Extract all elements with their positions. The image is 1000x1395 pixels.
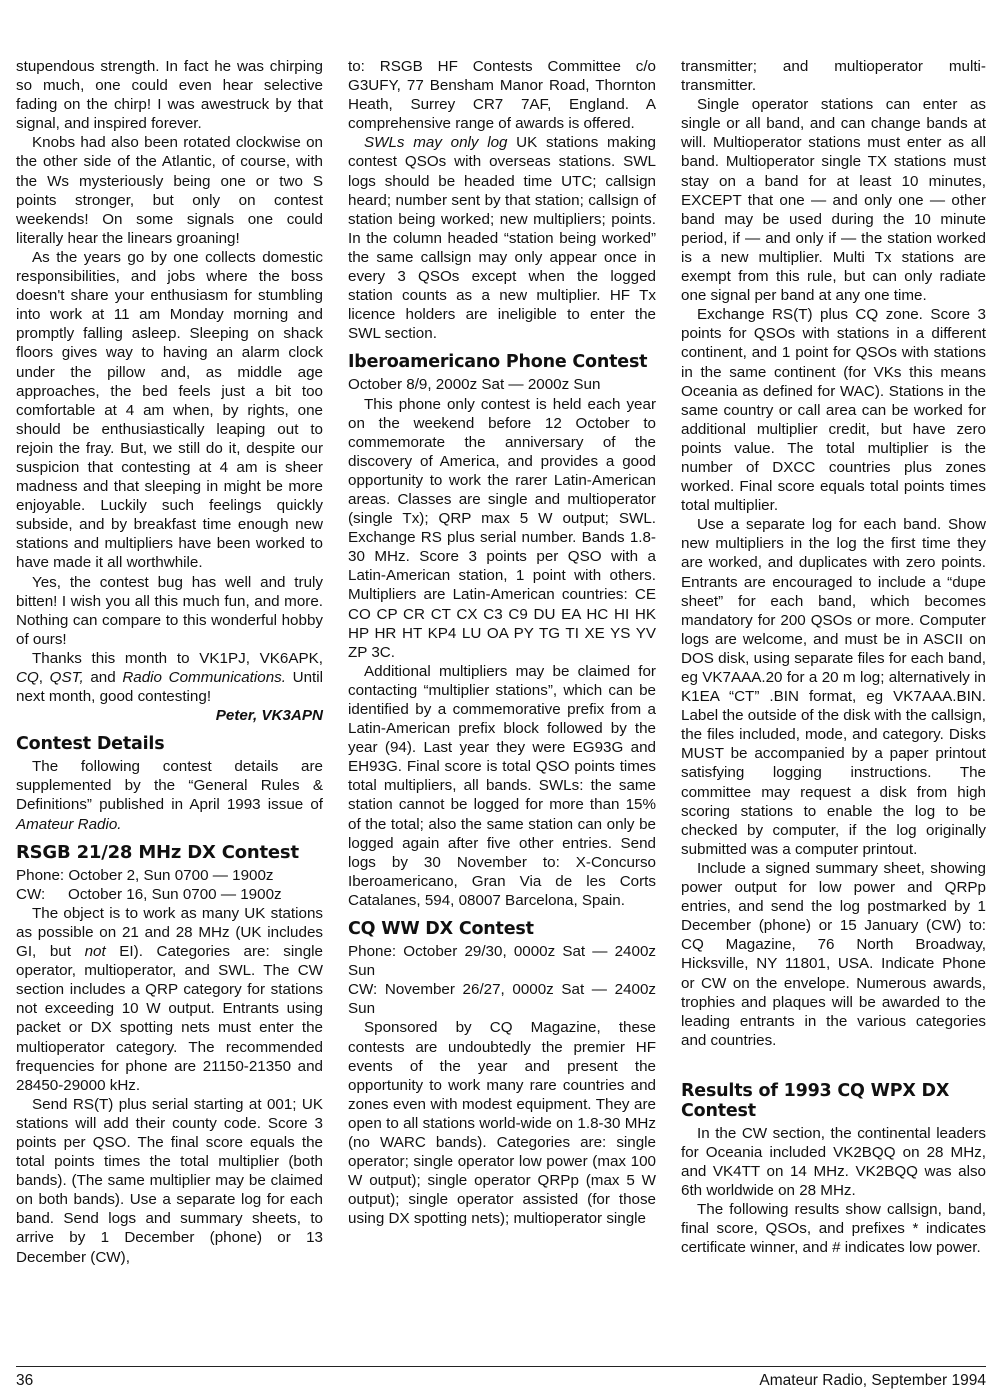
heading-iberoamericano-contest: Iberoamericano Phone Contest: [348, 352, 648, 373]
page-number: 36: [16, 1372, 34, 1389]
text-run: and: [83, 669, 123, 686]
thanks-paragraph: [16, 649, 323, 706]
paragraph: As the years go by one collects domestic responsibilities, and jobs where the boss doesn't share your enthusiasm for stumbling into work at 11 am Monday morning and promptly falling asleep. Sleeping on shack floors gives way to having an alarm clock under the pillow and, as middle age approaches, the bed feels just a bit too comfortable at 4 am when, by rights, one should be enthusiastically leaping out to rejoin the fray. But, we still do it, despite our suspicion that contesting at 4 am is sheer madness and that sleeping in might be more enjoyable. Luckily such feelings quickly subside, and by breakfast time enough new stations and multipliers have been worked to have made it all worthwhile.: [16, 248, 323, 572]
heading-cq-ww-contest: CQ WW DX Contest: [348, 919, 534, 940]
heading-wpx-results: Results of 1993 CQ WPX DX Contest: [681, 1080, 950, 1121]
paragraph: [16, 757, 323, 833]
paragraph: Exchange RS(T) plus CQ zone. Score 3 points for QSOs with stations in a different continent, and 1 point for QSOs with stations in the same continent (for VKs this means Oceania as defined for WAC). Stations in the same country or call area can be worked for additional multiplier credit, but have zero points value. The total multiplier is the number of DXCC countries plus zones worked. Final score equals total points times total multiplier.: [681, 306, 986, 515]
paragraph: This phone only contest is held each year on the weekend before 12 October to commemorate the anniversary of the discovery of America, and provides a good opportunity to work the rarer Latin-American areas. Classes are single and multioperator (single Tx); QRP max 5 W output; SWL. Exchange RS plus serial number. Bands 1.8-30 MHz. Score 3 points per QSO with a Latin-American station, 1 point with others. Multipliers are Latin-American countries: CE CO CP CR CT CX C3 C9 DU EA HC HI HK HP HR HT KP4 LU OA PY TG TI XE YS YV ZP 3C.: [348, 395, 656, 661]
schedule-phone: Phone: October 2, Sun 0700 — 1900z: [16, 866, 274, 884]
text-run: EI). Categories are: single operator, multioperator, and SWL. The CW section includes a QRP category for stations not exceeding 10 W output. Entrants using packet or DX spotting nets must enter the multioperator category. The recommended frequencies for phone are 21150-21350 and 28450-29000 kHz.: [16, 943, 323, 1094]
paragraph: Send RS(T) plus serial starting at 001; UK stations will add their county code. Score 3 points per QSO. The final score equals the total points times the total multiplier (both bands). (The same multiplier may be claimed on both bands). Use a separate log for each band. Send logs and summary sheets, to arrive by 1 December (phone) or 13 December (CW),: [16, 1095, 323, 1266]
paragraph: Include a signed summary sheet, showing power output for low power and QRPp entries, and send the log postmarked by 1 December (phone) or 15 January (CW) to: CQ Magazine, 76 North Broadway, Hicksville, NY 11801, USA. Indicate Phone or CW on the envelope. Numerous awards, trophies and plaques will be awarded to the leading entrants in the various categories and countries.: [681, 859, 986, 1049]
column-1: [16, 57, 323, 1267]
schedule-iberoamericano: October 8/9, 2000z Sat — 2000z Sun: [348, 376, 601, 394]
text-run: The following contest details are supplemented by the “General Rules & Definitions” published in April 1993 issue of: [16, 758, 323, 814]
text-run-italic: Radio Communications.: [122, 669, 286, 686]
heading-contest-details: Contest Details: [16, 734, 165, 755]
column-2: [348, 57, 656, 1228]
paragraph: The following results show callsign, band, final score, QSOs, and prefixes * indicates certificate winner, and # indicates low power.: [681, 1201, 986, 1257]
paragraph: Knobs had also been rotated clockwise on the other side of the Atlantic, of course, with the Ws mysteriously being one or two S points stronger, but only on contest weekends! On some signals one could literally hear the linears groaning!: [16, 134, 323, 247]
paragraph: Use a separate log for each band. Show new multipliers in the log the first time they are worked, and duplicates with zero points. Entrants are encouraged to include a “dupe sheet” for each band, which becomes mandatory for 200 QSOs or more. Computer logs are welcome, and must be in ASCII on DOS disk, using separate files for each band, eg VK7AAA.20 for a 20 m log; alternatively in K1EA “CT” .BIN format, eg VK7AAA.BIN. Label the outside of the disk with the callsign, the files included, mode, and category. Disks MUST be accompanied by a paper printout satisfying logging instructions. The committee may request a disk from high scoring stations to enable the log to be checked by computer, if the log originally submitted was a computer printout.: [681, 516, 986, 858]
paragraph: Yes, the contest bug has well and truly bitten! I wish you all this much fun, and more. Nothing can compare to this wonderful hobby of ours!: [16, 573, 323, 648]
text-run-italic: SWLs may only log: [364, 134, 508, 152]
paragraph: Additional multipliers may be claimed for contacting “multiplier stations”, which can be identified by a commemorative prefix from a Latin-American prefix block followed by the year (94). Last year they were EG93G and EH93G. Final score is total QSO points times total multipliers, all bands. SWLs: the same station cannot be logged for more than 15% of the total; also the same station can only be logged again after five other entries. Send logs by 30 November to: X-Concurso Iberoamericano, Gran Via de les Corts Catalanes, 594, 08007 Barcelona, Spain.: [348, 662, 656, 909]
heading-rsgb-contest: RSGB 21/28 MHz DX Contest: [16, 841, 299, 863]
schedule-cw-label: CW:: [16, 885, 46, 903]
schedule-cw: [16, 885, 323, 904]
paragraph: transmitter; and multioperator multi-transmitter.: [681, 58, 986, 95]
paragraph: [348, 133, 656, 343]
text-run: ,: [38, 669, 50, 686]
text-run-italic: CQ: [16, 669, 39, 686]
paragraph: In the CW section, the continental leaders for Oceania included VK2BQQ on 28 MHz, and VK4TT on 14 MHz. VK2BQQ was also 6th worldwide on 28 MHz.: [681, 1124, 986, 1200]
text-run: UK stations making contest QSOs with overseas stations. SWL logs should be headed time UTC; callsign heard; number sent by that station; callsign of station being worked; new multipliers; points. In the column headed “station being worked” the same callsign may only appear once in every 3 QSOs except when the logged station counts as a new multiplier. HF Tx licence holders are ineligible to enter the SWL section.: [348, 134, 657, 343]
schedule-cw-time: October 16, Sun 0700 — 1900z: [68, 885, 282, 903]
text-run: Thanks this month to VK1PJ, VK6APK,: [32, 649, 323, 667]
schedule-cw: CW: November 26/27, 0000z Sat — 2400z Sun: [348, 981, 656, 1018]
text-run: The object is to work as many UK stations as possible on 21 and 28 MHz (UK includes GI, but: [16, 904, 323, 961]
paragraph: stupendous strength. In fact he was chirping so much, one could even hear selective fading on the chirp! I was awestruck by that signal, and inspired forever.: [16, 58, 323, 133]
paragraph: Single operator stations can enter as single or all band, and can change bands at will. Multioperator stations must enter as all band. Multioperator single TX stations must stay on a band for at least 10 minutes, EXCEPT that one — and only one — other band may be used during the 10 minute period, if — and only if — the station worked is a new multiplier. Multi Tx stations are exempt from this rule, but can only radiate one signal per band at any one time.: [681, 96, 986, 305]
footer-divider: [16, 1366, 986, 1367]
text-run: Until next month, good contesting!: [16, 669, 323, 706]
author-signature: Peter, VK3APN: [215, 707, 323, 725]
column-3: [681, 57, 986, 1258]
schedule-phone: Phone: October 29/30, 0000z Sat — 2400z Sun: [348, 943, 656, 980]
text-run-italic: Amateur Radio.: [16, 815, 122, 833]
text-run-italic: not: [84, 943, 106, 961]
paragraph: to: RSGB HF Contests Committee c/o G3UFY, 77 Bensham Manor Road, Thornton Heath, Surrey CR7 7AF, England. A comprehensive range of awards is offered.: [348, 58, 656, 133]
paragraph: [16, 904, 323, 1095]
paragraph: Sponsored by CQ Magazine, these contests are undoubtedly the premier HF events of the year and present the opportunity to work many rare countries and zones even with modest equipment. They are open to all stations world-wide on 1.8-30 MHz (no WARC bands). Categories are: single operator; single operator low power (max 100 W output); single operator QRPp (max 5 W output); single operator assisted (for those using DX spotting nets); multioperator single: [348, 1019, 656, 1228]
publication-footer: Amateur Radio, September 1994: [759, 1372, 986, 1389]
text-run-italic: QST,: [49, 669, 84, 686]
spacer: [681, 1050, 986, 1072]
